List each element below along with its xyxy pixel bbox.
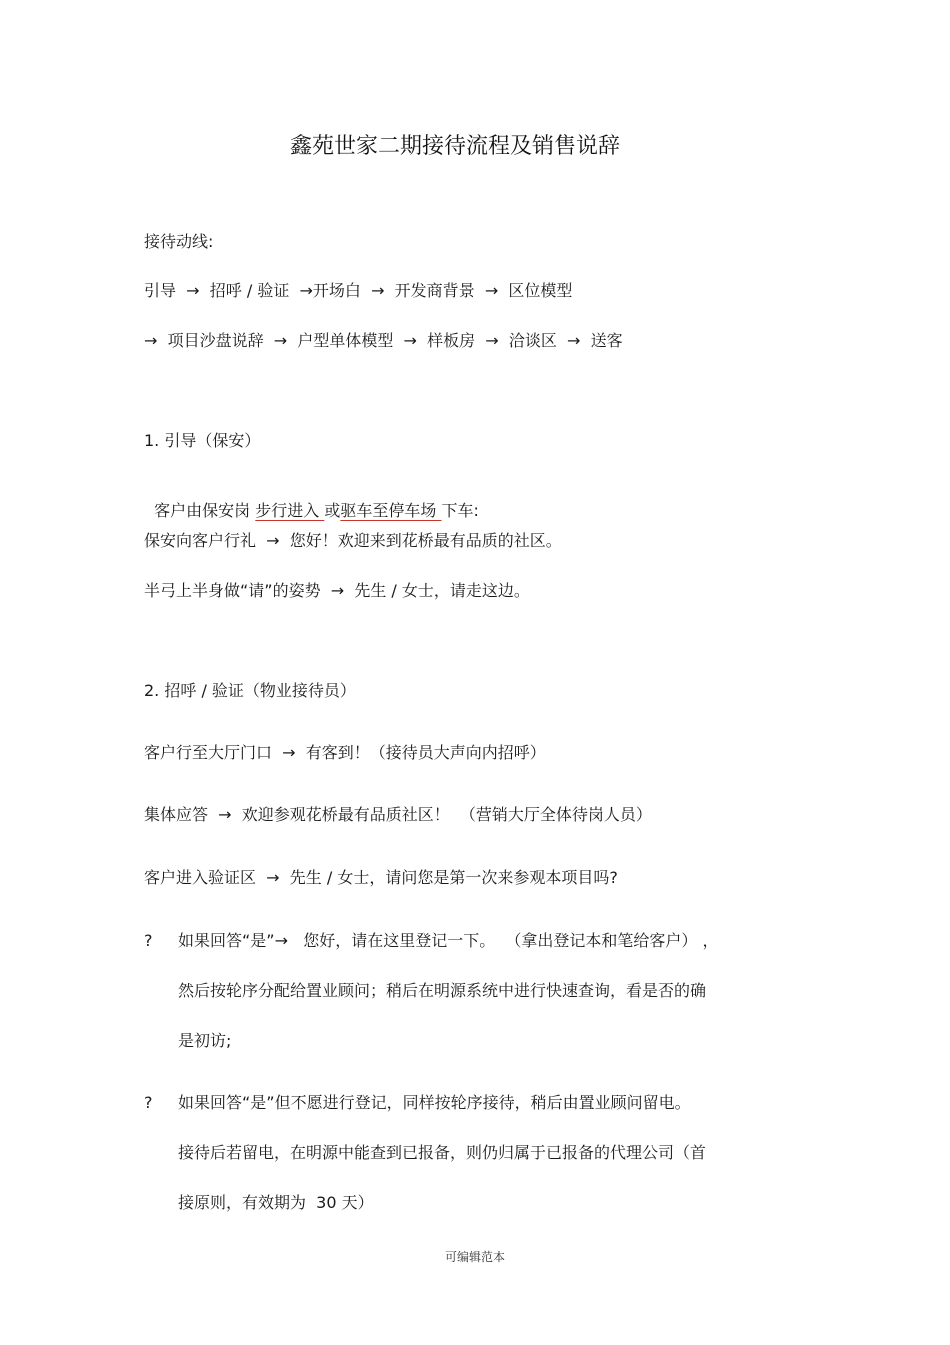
bullet-1-line-1: 如果回答“是”→ 您好，请在这里登记一下。 （拿出登记本和笔给客户） ，	[178, 931, 719, 950]
section-1-line-3: 半弓上半身做“请”的姿势 → 先生 / 女士，请走这边。	[144, 581, 530, 600]
bullet-marker-1: ?	[144, 931, 153, 950]
bullet-2-line-3: 接原则，有效期为 30 天）	[178, 1193, 374, 1212]
bullet-1-line-2: 然后按轮序分配给置业顾问；稍后在明源系统中进行快速查询，看是否的确	[178, 981, 707, 1000]
document-title: 鑫苑世家二期接待流程及销售说辞	[289, 134, 620, 159]
section-2-line-3: 客户进入验证区 → 先生 / 女士，请问您是第一次来参观本项目吗?	[144, 868, 618, 887]
bullet-1-line-3: 是初访;	[178, 1031, 232, 1050]
or-text: 或	[324, 501, 341, 520]
section-1-line-2: 保安向客户行礼 → 您好！欢迎来到花桥最有品质的社区。	[144, 531, 562, 550]
route-row-1: 引导 → 招呼 / 验证 →开场白 → 开发商背景 → 区位模型	[144, 281, 573, 300]
route-row-2: → 项目沙盘说辞 → 户型单体模型 → 样板房 → 洽谈区 → 送客	[144, 331, 623, 350]
section-2-line-1: 客户行至大厅门口 → 有客到！（接待员大声向内招呼）	[144, 743, 546, 762]
line-1-prefix: 客户由保安岗	[154, 501, 256, 520]
line-1-suffix: 下车:	[441, 501, 479, 520]
page-footer: 可编辑范本	[444, 1250, 505, 1264]
section-1-line-1	[144, 481, 479, 521]
bullet-2-line-2: 接待后若留电，在明源中能查到已报备，则仍归属于已报备的代理公司（首	[178, 1143, 707, 1162]
section-2-line-2: 集体应答 → 欢迎参观花桥最有品质社区！ （营销大厅全体待岗人员）	[144, 805, 652, 824]
bullet-marker-2: ?	[144, 1093, 153, 1112]
route-label: 接待动线:	[144, 232, 214, 251]
section-1-heading: 1. 引导（保安）	[144, 431, 261, 450]
bullet-2-line-1: 如果回答“是”但不愿进行登记，同样按轮序接待，稍后由置业顾问留电。	[178, 1093, 691, 1112]
section-2-heading: 2. 招呼 / 验证（物业接待员）	[144, 681, 356, 700]
drive-in-underlined: 驱车至停车场	[340, 501, 442, 520]
walk-in-underlined: 步行进入	[255, 501, 325, 520]
